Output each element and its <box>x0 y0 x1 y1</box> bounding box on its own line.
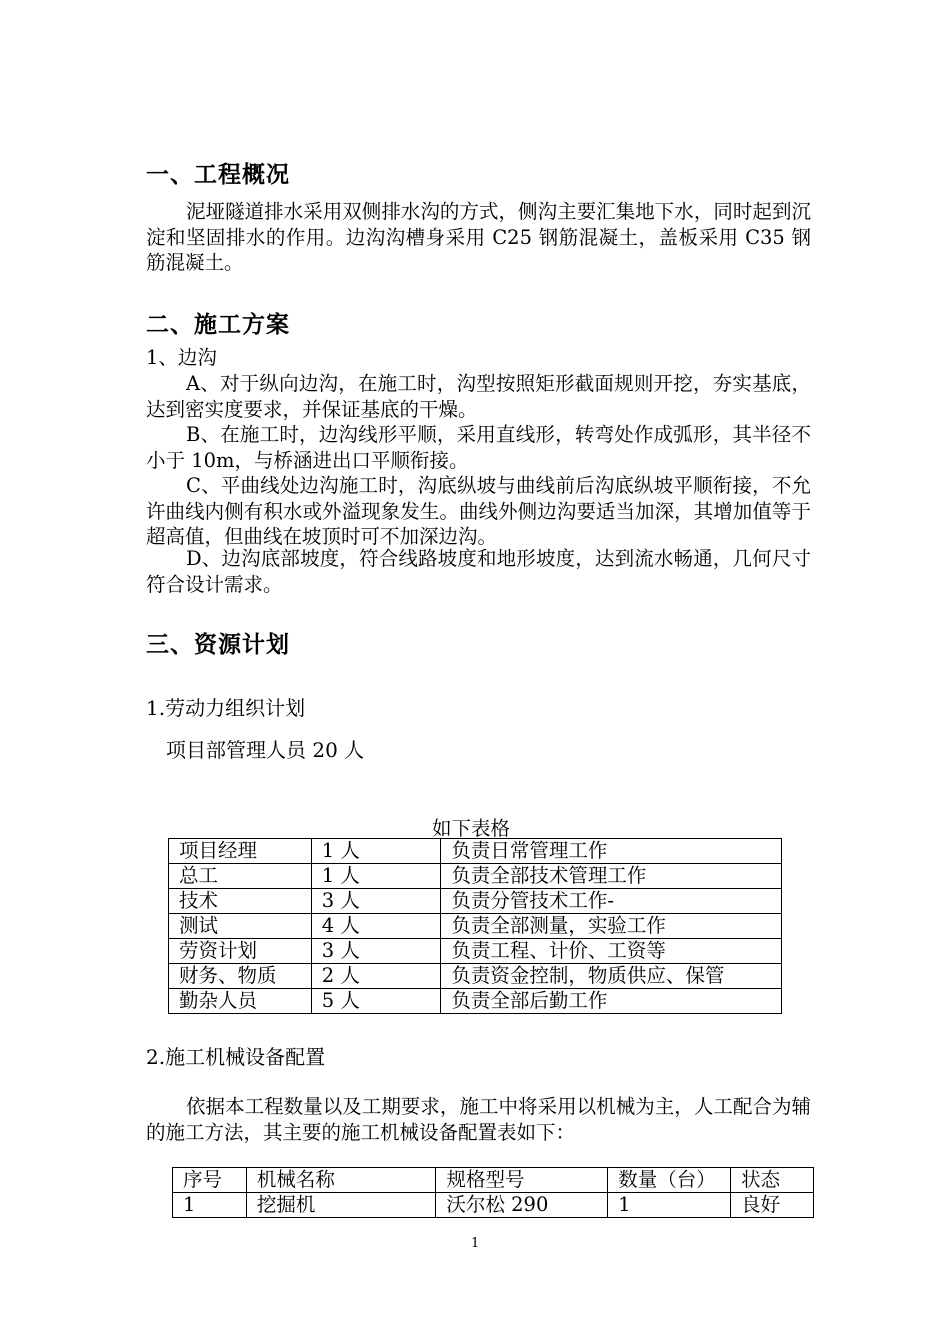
table-cell: 负责全部技术管理工作 <box>441 864 782 889</box>
equipment-table <box>172 1167 814 1218</box>
table-header-cell: 序号 <box>173 1168 247 1193</box>
labor-plan-title: 1.劳动力组织计划 <box>146 696 306 720</box>
table-cell: 负责分管技术工作- <box>441 889 782 914</box>
labor-table-row <box>169 864 782 889</box>
labor-summary: 项目部管理人员 20 人 <box>166 738 365 762</box>
table-header-cell: 数量（台） <box>608 1168 731 1193</box>
item-c: C、平曲线处边沟施工时，沟底纵坡与曲线前后沟底纵坡平顺衔接，不允许曲线内侧有积水或外溢现象发生。曲线外侧边沟要适当加深，其增加值等于超高值，但曲线在坡顶时可不加深边沟。 <box>146 474 811 548</box>
table-cell: 1 人 <box>311 864 441 889</box>
table-cell: 1 人 <box>311 839 441 864</box>
table-cell: 负责工程、计价、工资等 <box>441 939 782 964</box>
table-header-cell: 规格型号 <box>436 1168 608 1193</box>
item-a: A、对于纵向边沟，在施工时，沟型按照矩形截面规则开挖，夯实基底，达到密实度要求，并保证基底的干燥。 <box>146 372 811 421</box>
page-number: 1 <box>471 1236 480 1251</box>
table-cell: 2 人 <box>311 964 441 989</box>
table-cell: 项目经理 <box>169 839 312 864</box>
labor-table-row <box>169 914 782 939</box>
table-cell: 1 <box>173 1193 247 1218</box>
labor-table-row <box>169 964 782 989</box>
section-2-subtitle: 1、边沟 <box>146 346 217 369</box>
equipment-paragraph: 依据本工程数量以及工期要求，施工中将采用以机械为主，人工配合为辅的施工方法，其主要的施工机械设备配置表如下： <box>146 1095 811 1144</box>
table-cell: 5 人 <box>311 989 441 1014</box>
table-cell: 负责资金控制，物质供应、保管 <box>441 964 782 989</box>
labor-table-row <box>169 989 782 1014</box>
table-cell: 负责全部测量，实验工作 <box>441 914 782 939</box>
item-d: D、边沟底部坡度，符合线路坡度和地形坡度，达到流水畅通，几何尺寸符合设计需求。 <box>146 547 811 596</box>
table-cell: 勤杂人员 <box>169 989 312 1014</box>
table-cell: 1 <box>608 1193 731 1218</box>
labor-table-row <box>169 839 782 864</box>
equipment-title: 2.施工机械设备配置 <box>146 1045 326 1069</box>
equipment-table-row <box>173 1193 814 1218</box>
section-1-title: 一、工程概况 <box>146 162 290 188</box>
table-cell: 挖掘机 <box>246 1193 436 1218</box>
table-cell: 3 人 <box>311 889 441 914</box>
table-cell: 良好 <box>731 1193 814 1218</box>
table-cell: 技术 <box>169 889 312 914</box>
table-cell: 财务、物质 <box>169 964 312 989</box>
table-caption: 如下表格 <box>432 817 511 840</box>
table-cell: 3 人 <box>311 939 441 964</box>
item-b: B、在施工时，边沟线形平顺，采用直线形，转弯处作成弧形，其半径不小于 10m，与桥涵进出口平顺衔接。 <box>146 423 811 472</box>
table-cell: 测试 <box>169 914 312 939</box>
table-cell: 总工 <box>169 864 312 889</box>
table-cell: 负责日常管理工作 <box>441 839 782 864</box>
table-header-cell: 机械名称 <box>246 1168 436 1193</box>
equipment-header-row <box>173 1168 814 1193</box>
section-3-title: 三、资源计划 <box>146 632 290 658</box>
table-cell: 负责全部后勤工作 <box>441 989 782 1014</box>
section-2-title: 二、施工方案 <box>146 312 290 338</box>
labor-table <box>168 838 782 1014</box>
table-cell: 劳资计划 <box>169 939 312 964</box>
section-1-paragraph: 泥垭隧道排水采用双侧排水沟的方式，侧沟主要汇集地下水，同时起到沉淀和坚固排水的作用。边沟沟槽身采用 C25 钢筋混凝土，盖板采用 C35 钢筋混凝土。 <box>146 200 811 274</box>
table-cell: 沃尔松 290 <box>436 1193 608 1218</box>
table-header-cell: 状态 <box>731 1168 814 1193</box>
table-cell: 4 人 <box>311 914 441 939</box>
labor-table-row <box>169 939 782 964</box>
labor-table-row <box>169 889 782 914</box>
